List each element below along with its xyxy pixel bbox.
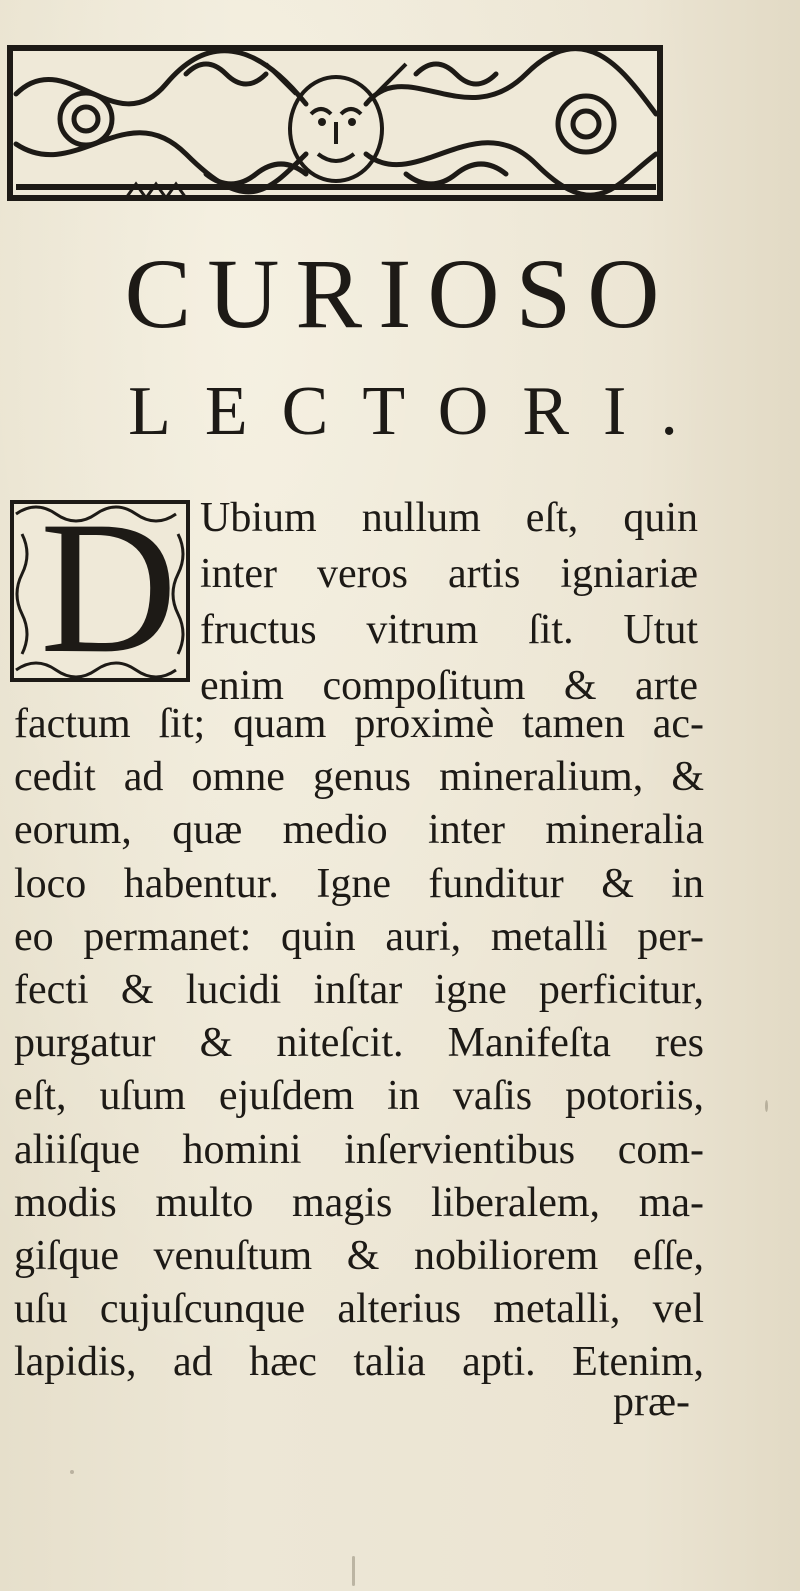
text-line: enim compoſitum & arte [200, 663, 698, 709]
text-line: Ubium nullum eſt, quin [200, 495, 698, 541]
text-line: fructus vitrum ſit. Utut [200, 607, 698, 653]
text-line: aliiſque homini inſervientibus com- [14, 1126, 704, 1173]
text-line: uſu cujuſcunque alterius metalli, vel [14, 1286, 704, 1333]
text-line: giſque venuſtum & nobiliorem eſſe, [14, 1233, 704, 1280]
text-line: lapidis, ad hæc talia apti. Etenim, [14, 1339, 704, 1386]
historiated-initial [8, 483, 192, 693]
text-line: eſt, uſum ejuſdem in vaſis potoriis, [14, 1073, 704, 1120]
text-line: eorum, quæ medio inter mineralia [14, 807, 704, 854]
dropcap-text-block [200, 490, 698, 714]
paper-speck [765, 1100, 768, 1112]
text-line: loco habentur. Igne funditur & in [14, 860, 704, 907]
paper-speck [70, 1470, 74, 1474]
text-line: factum ſit; quam proximè tamen ac- [14, 701, 704, 747]
page-subtitle: LECTORI. [128, 373, 712, 450]
catchword: præ- [613, 1379, 690, 1425]
dropcap-letter: D [40, 483, 178, 693]
text-line: modis multo magis liberalem, ma- [14, 1179, 704, 1226]
paper-speck [352, 1556, 355, 1586]
woodcut-headpiece-ornament [6, 34, 668, 212]
text-line: fecti & lucidi inſtar igne perficitur, [14, 967, 704, 1014]
text-line: inter veros artis igniariæ [200, 551, 698, 597]
page-title: CURIOSO [124, 238, 676, 349]
text-line: eo permanet: quin auri, metalli per- [14, 913, 704, 960]
text-line: purgatur & niteſcit. Manifeſta res [14, 1020, 704, 1067]
text-line: cedit ad omne genus mineralium, & [14, 754, 704, 801]
body-text-block [14, 698, 704, 1390]
